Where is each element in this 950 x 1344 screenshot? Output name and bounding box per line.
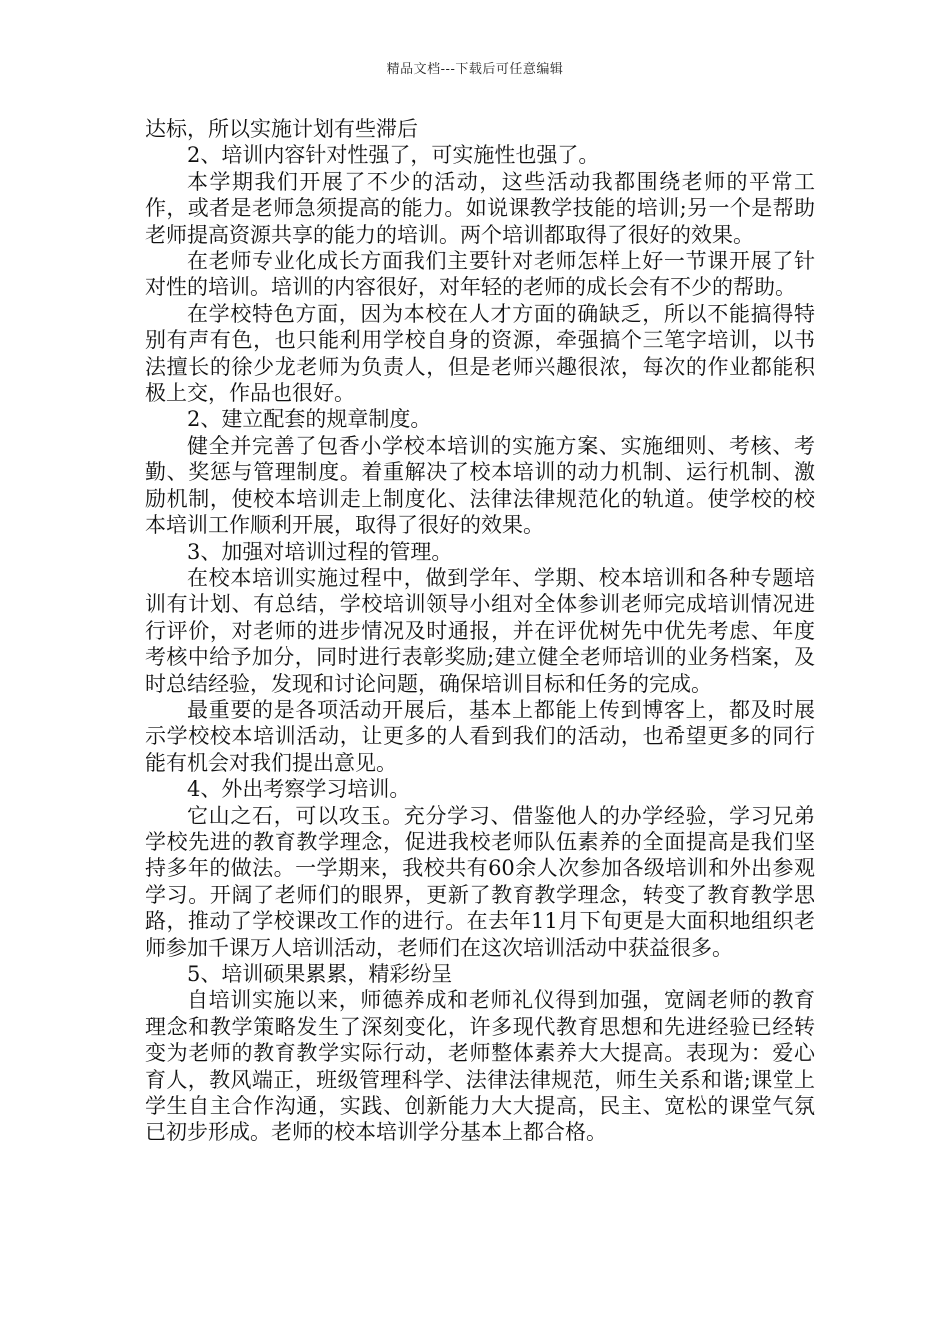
paragraph-2: 2、培训内容针对性强了，可实施性也强了。: [187, 143, 600, 168]
paragraph-10: 最重要的是各项活动开展后，基本上都能上传到博客上，都及时展示学校校本培训活动，让更多的人看到我们的活动，也希望更多的同行能有机会对我们提出意见。: [145, 697, 815, 775]
paragraph-9: 在校本培训实施过程中，做到学年、学期、校本培训和各种专题培训有计划、有总结，学校培训领导小组对全体参训老师完成培训情况进行评价，对老师的进步情况及时通报，并在评优树先中优先考虑、年度考核中给予加分，同时进行表彰奖励;建立健全老师培训的业务档案，及时总结经验，发现和讨论问题，确保培训目标和任务的完成。: [145, 565, 815, 696]
paragraph-7: 健全并完善了包香小学校本培训的实施方案、实施细则、考核、考勤、奖惩与管理制度。着重解决了校本培训的动力机制、运行机制、激励机制，使校本培训走上制度化、法律法律规范化的轨道。使学校的校本培训工作顺利开展，取得了很好的效果。: [145, 433, 815, 538]
paragraph-14: 自培训实施以来，师德养成和老师礼仪得到加强，宽阔老师的教育理念和教学策略发生了深刻变化，许多现代教育思想和先进经验已经转变为老师的教育教学实际行动，老师整体素养大大提高。表现为：爱心育人，教风端正，班级管理科学、法律法律规范，师生关系和谐;课堂上学生自主合作沟通，实践、创新能力大大提高，民主、宽松的课堂气氛已初步形成。老师的校本培训学分基本上都合格。: [145, 988, 815, 1145]
page-header: 精品文档---下载后可任意编辑: [386, 62, 564, 77]
document-body: [145, 116, 815, 1146]
paragraph-4: 在老师专业化成长方面我们主要针对老师怎样上好一节课开展了针对性的培训。培训的内容很好，对年轻的老师的成长会有不少的帮助。: [145, 249, 815, 300]
paragraph-5: 在学校特色方面，因为本校在人才方面的确缺乏，所以不能搞得特别有声有色，也只能利用学校自身的资源，牵强搞个三笔字培训，以书法擅长的徐少龙老师为负责人，但是老师兴趣很浓，每次的作业都能积极上交，作品也很好。: [145, 301, 815, 406]
paragraph-12: 它山之石，可以攻玉。充分学习、借鉴他人的办学经验，学习兄弟学校先进的教育教学理念，促进我校老师队伍素养的全面提高是我们坚持多年的做法。一学期来，我校共有60余人次参加各级培训和外出参观学习。开阔了老师们的眼界，更新了教育教学理念，转变了教育教学思路，推动了学校课改工作的进行。在去年11月下旬更是大面积地组织老师参加千课万人培训活动，老师们在这次培训活动中获益很多。: [145, 803, 815, 960]
paragraph-1: 达标，所以实施计划有些滞后: [145, 117, 418, 141]
paragraph-11: 4、外出考察学习培训。: [187, 777, 411, 802]
paragraph-13: 5、培训硕果累累，精彩纷呈: [187, 962, 453, 986]
paragraph-8: 3、加强对培训过程的管理。: [187, 539, 453, 564]
paragraph-3: 本学期我们开展了不少的活动，这些活动我都围绕老师的平常工作，或者是老师急须提高的能力。如说课教学技能的培训;另一个是帮助老师提高资源共享的能力的培训。两个培训都取得了很好的效果。: [145, 169, 815, 247]
paragraph-6: 2、建立配套的规章制度。: [187, 407, 432, 432]
